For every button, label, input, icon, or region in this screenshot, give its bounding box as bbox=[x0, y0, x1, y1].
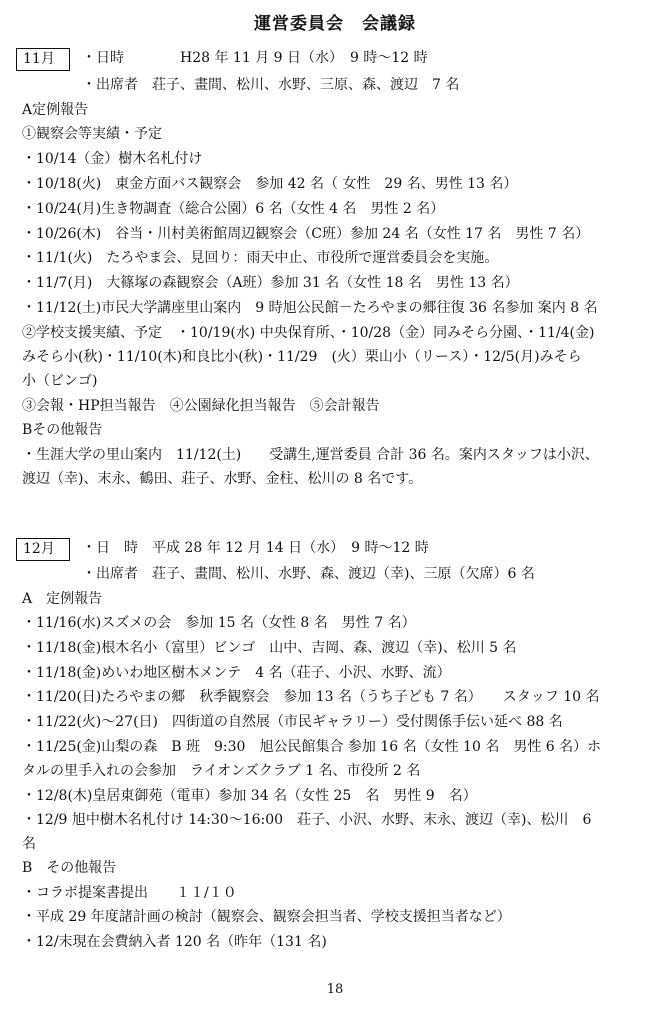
december-other-line: ・平成 29 年度諸計画の検討（観察会、観察会担当者、学校支援担当者など） bbox=[22, 909, 511, 925]
month-label-december: 12月 bbox=[16, 538, 70, 561]
december-section-b-heading: B その他報告 bbox=[22, 860, 117, 876]
december-item: タルの里手入れの会参加 ライオンズクラブ 1 名、市役所 2 名 bbox=[22, 763, 421, 779]
november-school-support-line: 小（ビンゴ) bbox=[22, 373, 98, 389]
november-item: ・10/26(木) 谷当・川村美術館周辺観察会（C班）参加 24 名（女性 17 名 男性 7 名） bbox=[22, 226, 590, 242]
november-other-line: 渡辺（幸)、末永、鶴田、荘子、水野、金柱、松川の 8 名です。 bbox=[22, 471, 423, 487]
november-item: ・11/7(月) 大篠塚の森観察会（A班）参加 31 名（女性 18 名 男性 13 名） bbox=[22, 275, 519, 291]
december-item: ・11/18(金)めいわ地区樹木メンテ 4 名（荘子、小沢、水野、流） bbox=[22, 665, 451, 681]
november-item: ・10/18(火) 東金方面バス観察会 参加 42 名（ 女性 29 名、男性 13 名） bbox=[22, 176, 518, 192]
november-school-support-line: ②学校支援実績、予定 ・10/19(水) 中央保育所、・10/28（金）同みそら分園、・11/4(金) bbox=[22, 325, 595, 341]
december-attendees-line: ・出席者 荘子、畫間、松川、水野、森、渡辺（幸)、三原（欠席）6 名 bbox=[82, 566, 535, 582]
december-section-a-heading: A 定例報告 bbox=[22, 591, 103, 607]
november-item: ・10/24(月)生き物調査（総合公園）6 名（女性 4 名 男性 2 名） bbox=[22, 201, 445, 217]
december-other-line: ・12/末現在会費納入者 120 名（昨年（131 名) bbox=[22, 934, 327, 950]
november-reports-line: ③会報・HP担当報告 ④公園緑化担当報告 ⑤会計報告 bbox=[22, 398, 380, 414]
december-item: ・11/16(水)スズメの会 参加 15 名（女性 8 名 男性 7 名） bbox=[22, 615, 416, 631]
december-item: ・11/20(日)たろやまの郷 秋季観察会 参加 13 名（うち子ども 7 名） スタッフ 10 名 bbox=[22, 689, 600, 705]
november-school-support-line: みそら小(秋)・11/10(木)和良比小(秋)・11/29 (火）栗山小（リース）・12/5(月)みそら bbox=[22, 349, 582, 365]
november-item: ・10/14（金）樹木名札付け bbox=[22, 151, 203, 167]
november-section-b-heading: Bその他報告 bbox=[22, 422, 103, 438]
november-item: ・11/1(火) たろやま会、見回り：雨天中止、市役所で運営委員会を実施。 bbox=[22, 250, 499, 266]
december-other-line: ・コラボ提案書提出 １１/１０ bbox=[22, 885, 237, 901]
november-date-line: ・日時 H28 年 11 月 9 日（水） 9 時～12 時 bbox=[82, 50, 428, 66]
december-item: ・12/9 旭中樹木名札付け 14:30～16:00 荘子、小沢、水野、末永、渡辺（幸)、松川 6 bbox=[22, 812, 592, 828]
december-item: ・11/25(金)山梨の森 B 班 9:30 旭公民館集合 参加 16 名（女性 10 名 男性 6 名）ホ bbox=[22, 739, 602, 755]
november-observation-heading: ①観察会等実績・予定 bbox=[22, 126, 162, 142]
november-other-line: ・生涯大学の里山案内 11/12(土) 受講生,運営委員 合計 36 名。案内スタッフは小沢、 bbox=[22, 447, 599, 463]
december-item: ・11/22(火)～27(日) 四街道の自然展（市民ギャラリー）受付関係手伝い延べ 88 名 bbox=[22, 714, 563, 730]
november-attendees-line: ・出席者 荘子、畫間、松川、水野、三原、森、渡辺 7 名 bbox=[82, 77, 460, 93]
november-item: ・11/12(土)市民大学講座里山案内 9 時旭公民館－たろやまの郷往復 36 名参加 案内 8 名 bbox=[22, 300, 598, 316]
december-date-line: ・日 時 平成 28 年 12 月 14 日（水） 9 時～12 時 bbox=[82, 540, 429, 556]
december-item: 名 bbox=[22, 836, 36, 852]
month-label-november: 11月 bbox=[16, 48, 70, 71]
page-number: 18 bbox=[326, 982, 344, 997]
document-title: 運営委員会 会議録 bbox=[254, 14, 416, 34]
december-item: ・11/18(金)根木名小（富里）ビンゴ 山中、吉岡、森、渡辺（幸)、松川 5 名 bbox=[22, 640, 517, 656]
november-section-a-heading: A定例報告 bbox=[22, 102, 89, 118]
december-item: ・12/8(木)皇居東御苑（電車）参加 34 名（女性 25 名 男性 9 名） bbox=[22, 788, 477, 804]
